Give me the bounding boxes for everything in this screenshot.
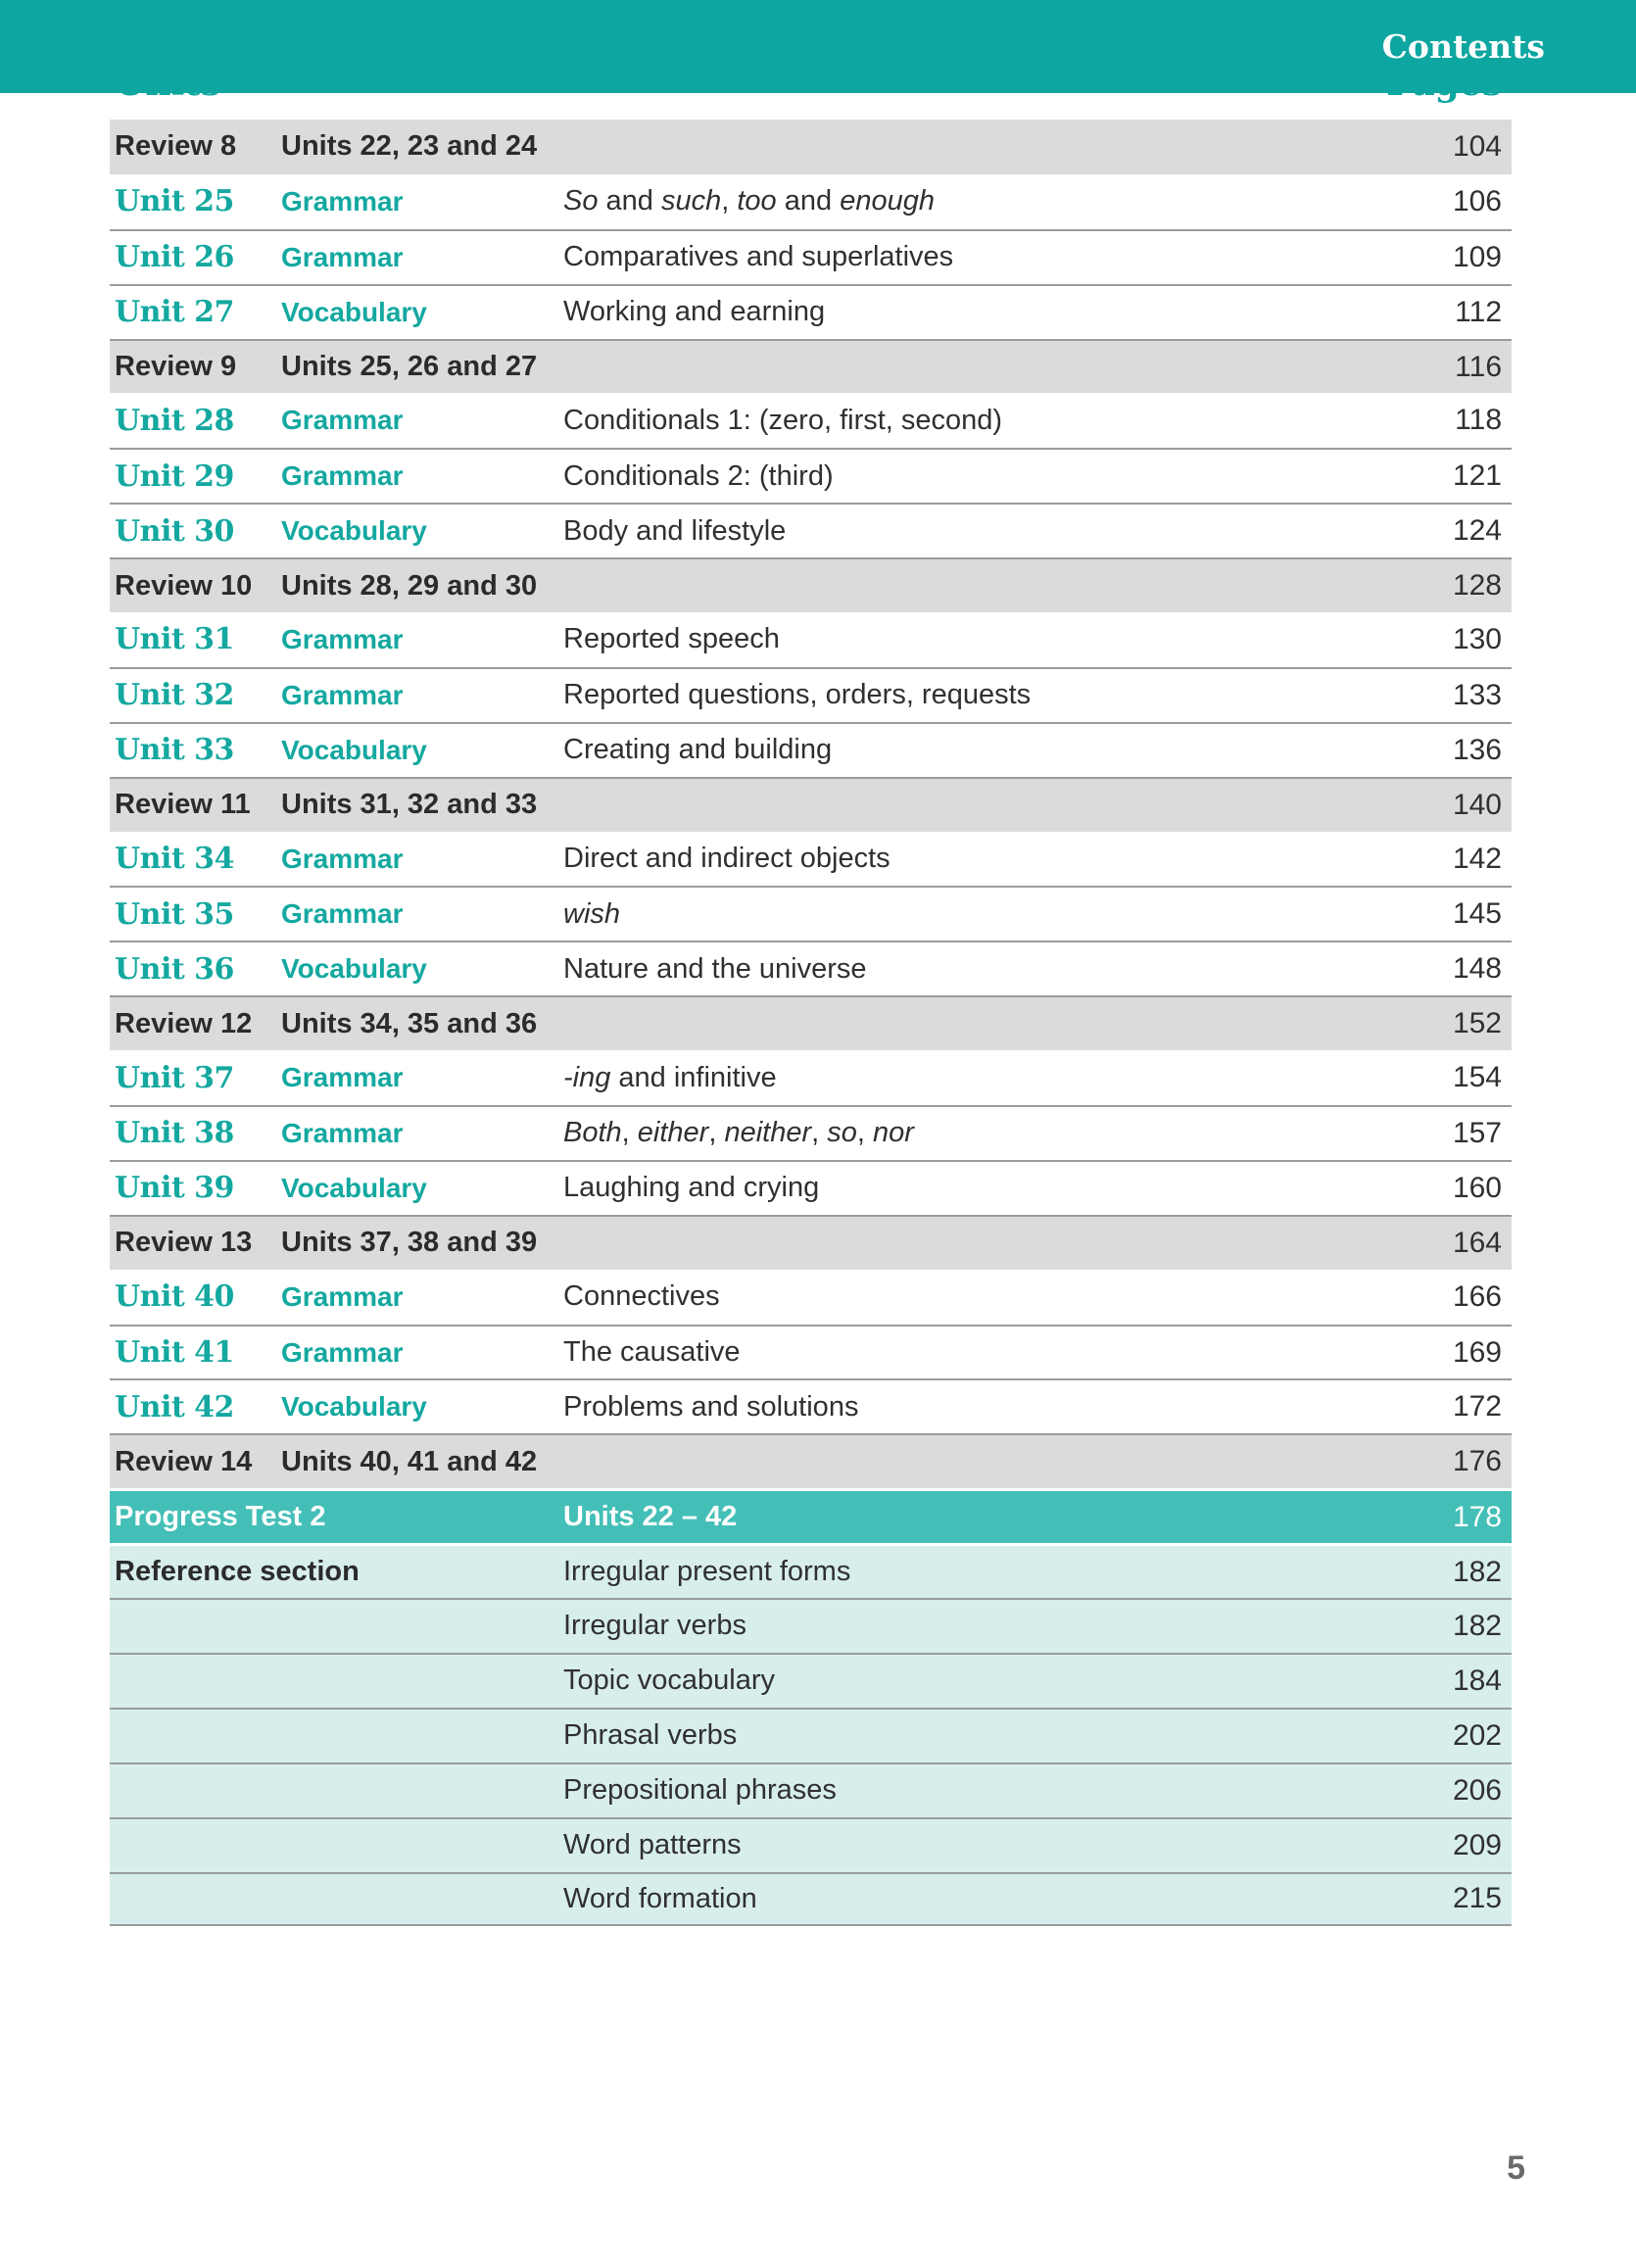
page-ref: 142	[1452, 842, 1502, 875]
page-ref: 136	[1452, 733, 1502, 766]
description: Connectives	[563, 1280, 720, 1313]
description: Laughing and crying	[563, 1172, 820, 1204]
strand-label: Grammar	[281, 623, 404, 654]
description: -ing and infinitive	[563, 1061, 777, 1093]
review-units-label: Units 22, 23 and 24	[281, 130, 538, 163]
toc-row-unit-35	[110, 886, 1512, 941]
page-ref: 121	[1452, 459, 1502, 493]
strand-label: Grammar	[281, 405, 404, 436]
toc-row-review-14	[110, 1433, 1512, 1488]
page-ref: 209	[1452, 1828, 1502, 1861]
page-ref: 182	[1452, 1555, 1502, 1588]
page-number: 5	[1507, 2149, 1525, 2187]
unit-label: Unit 38	[115, 1116, 234, 1151]
unit-label: Unit 34	[115, 842, 234, 877]
page-ref: 140	[1452, 788, 1502, 821]
description: Irregular verbs	[563, 1610, 746, 1642]
page-ref: 112	[1455, 295, 1502, 328]
strand-label: Grammar	[281, 679, 404, 710]
page-ref: 178	[1452, 1500, 1502, 1533]
description: Prepositional phrases	[563, 1774, 837, 1807]
toc-row-unit-32	[110, 667, 1512, 722]
section-label: Review 8	[115, 130, 237, 163]
strand-label: Vocabulary	[281, 734, 427, 765]
strand-label: Grammar	[281, 1280, 404, 1312]
description: Nature and the universe	[563, 952, 867, 985]
strand-label: Vocabulary	[281, 515, 427, 547]
unit-label: Unit 33	[115, 733, 234, 768]
toc-row-unit-38	[110, 1105, 1512, 1160]
description: Problems and solutions	[563, 1390, 859, 1423]
description: Irregular present forms	[563, 1556, 851, 1588]
toc-row-unit-26	[110, 229, 1512, 284]
page-ref: 124	[1452, 514, 1502, 548]
toc-row-unit-37	[110, 1050, 1512, 1105]
toc-row-progress-test-2	[110, 1488, 1512, 1543]
toc-row-word-formation	[110, 1872, 1512, 1927]
toc-row-unit-28	[110, 393, 1512, 448]
section-label: Reference section	[115, 1556, 360, 1588]
toc-row-unit-25	[110, 174, 1512, 229]
page-ref: 104	[1452, 129, 1502, 163]
toc-row-unit-29	[110, 448, 1512, 503]
page-ref: 164	[1452, 1226, 1502, 1259]
toc-row-review-10	[110, 557, 1512, 612]
toc-row-phrasal-verbs	[110, 1708, 1512, 1762]
page-ref: 133	[1452, 678, 1502, 711]
section-label: Review 11	[115, 789, 251, 821]
page-ref: 130	[1452, 622, 1502, 655]
strand-label: Vocabulary	[281, 1391, 427, 1423]
strand-label: Grammar	[281, 1336, 404, 1368]
description: Reported speech	[563, 623, 780, 655]
unit-label: Unit 30	[115, 513, 234, 549]
page-ref: 182	[1452, 1609, 1502, 1642]
section-label: Review 12	[115, 1007, 253, 1039]
page-ref: 184	[1452, 1664, 1502, 1697]
page-ref: 176	[1452, 1445, 1502, 1478]
page-title: Contents	[1381, 27, 1545, 66]
header-bar	[0, 0, 1636, 93]
strand-label: Grammar	[281, 843, 404, 874]
toc-row-unit-40	[110, 1270, 1512, 1325]
strand-label: Grammar	[281, 898, 404, 930]
description: The causative	[563, 1336, 741, 1369]
toc-row-unit-36	[110, 941, 1512, 995]
unit-label: Unit 26	[115, 240, 234, 275]
description: Units 22 – 42	[563, 1501, 738, 1533]
page-ref: 109	[1452, 240, 1502, 273]
page-ref: 152	[1452, 1007, 1502, 1040]
review-units-label: Units 34, 35 and 36	[281, 1007, 538, 1039]
page-ref: 154	[1452, 1061, 1502, 1094]
toc-row-review-11	[110, 777, 1512, 832]
section-label: Review 10	[115, 569, 253, 602]
toc-row-review-13	[110, 1215, 1512, 1270]
description: Comparatives and superlatives	[563, 241, 954, 273]
unit-label: Unit 31	[115, 622, 234, 657]
toc-table	[110, 120, 1512, 1926]
toc-row-unit-41	[110, 1325, 1512, 1379]
review-units-label: Units 31, 32 and 33	[281, 789, 538, 821]
unit-label: Unit 27	[115, 295, 234, 330]
unit-label: Unit 37	[115, 1060, 234, 1095]
toc-row-unit-34	[110, 832, 1512, 887]
toc-row-unit-42	[110, 1378, 1512, 1433]
page-ref: 172	[1452, 1390, 1502, 1424]
page-ref: 116	[1455, 350, 1502, 383]
page-ref: 128	[1452, 569, 1502, 603]
strand-label: Grammar	[281, 1062, 404, 1093]
description: Creating and building	[563, 734, 833, 766]
description: Topic vocabulary	[563, 1665, 775, 1697]
toc-row-review-8	[110, 120, 1512, 174]
description: Body and lifestyle	[563, 514, 787, 547]
description: wish	[563, 897, 621, 930]
review-units-label: Units 25, 26 and 27	[281, 351, 538, 382]
description: Direct and indirect objects	[563, 843, 890, 875]
review-units-label: Units 40, 41 and 42	[281, 1445, 538, 1477]
section-label: Review 14	[115, 1445, 253, 1477]
strand-label: Vocabulary	[281, 296, 427, 327]
page-ref: 118	[1455, 404, 1502, 437]
toc-row-word-patterns	[110, 1817, 1512, 1872]
unit-label: Unit 35	[115, 896, 234, 932]
toc-row-unit-39	[110, 1160, 1512, 1215]
section-label: Progress Test 2	[115, 1501, 326, 1533]
page-ref: 202	[1452, 1718, 1502, 1752]
unit-label: Unit 29	[115, 458, 234, 494]
toc-row-review-9	[110, 339, 1512, 394]
page-ref: 145	[1452, 897, 1502, 931]
toc-row-review-12	[110, 995, 1512, 1050]
unit-label: Unit 28	[115, 403, 234, 438]
unit-label: Unit 39	[115, 1171, 234, 1206]
section-label: Review 13	[115, 1227, 253, 1259]
unit-label: Unit 36	[115, 951, 234, 987]
strand-label: Vocabulary	[281, 1172, 427, 1203]
toc-row-topic-vocabulary	[110, 1653, 1512, 1708]
description: Working and earning	[563, 296, 826, 328]
page-ref: 169	[1452, 1335, 1502, 1369]
toc-row-unit-33	[110, 722, 1512, 777]
section-label: Review 9	[115, 351, 237, 382]
description: Conditionals 1: (zero, first, second)	[563, 404, 1003, 436]
strand-label: Grammar	[281, 460, 404, 492]
page-ref: 166	[1452, 1279, 1502, 1313]
toc-row-prepositional-phrases	[110, 1762, 1512, 1817]
description: So and such, too and enough	[563, 185, 935, 217]
page-ref: 148	[1452, 952, 1502, 986]
unit-label: Unit 25	[115, 184, 234, 219]
description: Reported questions, orders, requests	[563, 679, 1032, 711]
page-ref: 206	[1452, 1773, 1502, 1807]
description: Conditionals 2: (third)	[563, 459, 834, 492]
description: Word patterns	[563, 1829, 742, 1861]
toc-row-unit-30	[110, 503, 1512, 557]
strand-label: Grammar	[281, 1117, 404, 1148]
unit-label: Unit 40	[115, 1279, 234, 1315]
toc-row-reference-section	[110, 1543, 1512, 1598]
page-ref: 215	[1452, 1882, 1502, 1915]
toc-row-unit-27	[110, 284, 1512, 339]
page-ref: 160	[1452, 1171, 1502, 1204]
page-ref: 106	[1452, 184, 1502, 217]
description: Word formation	[563, 1882, 757, 1914]
review-units-label: Units 37, 38 and 39	[281, 1227, 538, 1259]
toc-row-unit-31	[110, 612, 1512, 667]
unit-label: Unit 32	[115, 678, 234, 713]
description: Phrasal verbs	[563, 1719, 738, 1752]
unit-label: Unit 42	[115, 1389, 234, 1424]
toc-row-irregular-verbs	[110, 1598, 1512, 1653]
description: Both, either, neither, so, nor	[563, 1117, 914, 1149]
review-units-label: Units 28, 29 and 30	[281, 569, 538, 602]
strand-label: Grammar	[281, 241, 404, 272]
strand-label: Grammar	[281, 185, 404, 217]
unit-label: Unit 41	[115, 1335, 234, 1371]
strand-label: Vocabulary	[281, 953, 427, 985]
page-ref: 157	[1452, 1116, 1502, 1149]
